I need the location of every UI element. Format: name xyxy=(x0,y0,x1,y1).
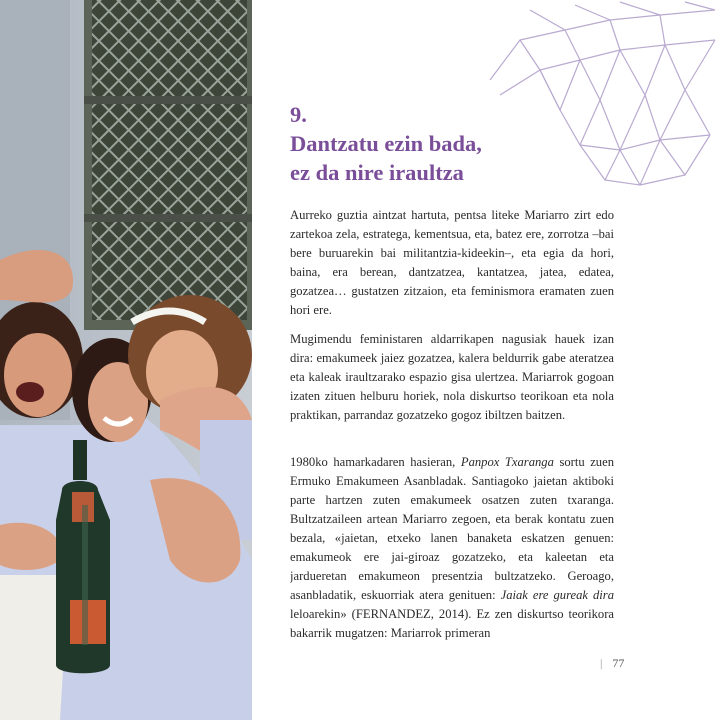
chapter-number: 9. xyxy=(290,102,307,127)
chapter-title-line-1: Dantzatu ezin bada, xyxy=(290,131,482,156)
paragraph-3-italic-2: Jaiak ere gureak dira xyxy=(500,588,614,602)
paragraph-2: Mugimendu feministaren aldarrikapen nagusiak hauek izan dira: emakumeek jaiez gozatzea, kalera beldurrik gabe ateratzea eta kaleak iraultzarako espazio gisa ulertzea. Mariarrok gogoan izaten zituen helburu horiek, nola diskurtso teorikoan eta nola praktikan, parrandaz gozatzeko gogoz ibiltzen baitzen. xyxy=(290,332,614,422)
paragraph-3-part-a: 1980ko hamarkadaren hasieran, xyxy=(290,455,461,469)
paragraph-1: Aurreko guztia aintzat hartuta, pentsa liteke Mariarro zirt edo zartekoa zela, estratega, kementsua, eta, batez ere, zorrotza –bai bere buruarekin bai militantzia-kideekin–, eta egia da hori, baina, era berean, dantzatzea, kantatzea, jatea, edatea, gozatzea… gustatzen zitzaion, eta feminismora eramaten zuen hori ere. xyxy=(290,208,614,317)
photo xyxy=(0,0,252,720)
women-celebrating-photo xyxy=(0,0,252,720)
page-folio xyxy=(600,656,624,671)
chapter-heading xyxy=(290,100,620,187)
page-number: 77 xyxy=(612,656,625,670)
paragraph-3 xyxy=(290,453,614,643)
paragraph-3-part-c: leloarekin» (FERNANDEZ, 2014). Ez zen diskurtso teorikora bakarrik mugatzen: Mariarrok primeran xyxy=(290,607,614,640)
paragraph-3-italic-1: Panpox Txaranga xyxy=(460,455,554,469)
folio-separator: | xyxy=(600,656,603,670)
paragraph-3-part-b: sortu zuen Ermuko Emakumeen Asanbladak. Santiagoko jaietan aktiboki parte hartzen zuten emakumeek osatzen zuten txaranga. Bultzatzaileen artean Mariarro zegoen, eta berak kontatu zuen bezala, «jaietan, etxeko lanen banaketa eskatzen genuen: emakumeok ere jai-giroaz gozatzeko, eta kaleetan eta jardueretan emakumeon presentzia bultzatzeko. Geroago, asanbladatik, eskuorriak atera genituen: xyxy=(290,455,614,602)
chapter-title-line-2: ez da nire iraultza xyxy=(290,160,464,185)
